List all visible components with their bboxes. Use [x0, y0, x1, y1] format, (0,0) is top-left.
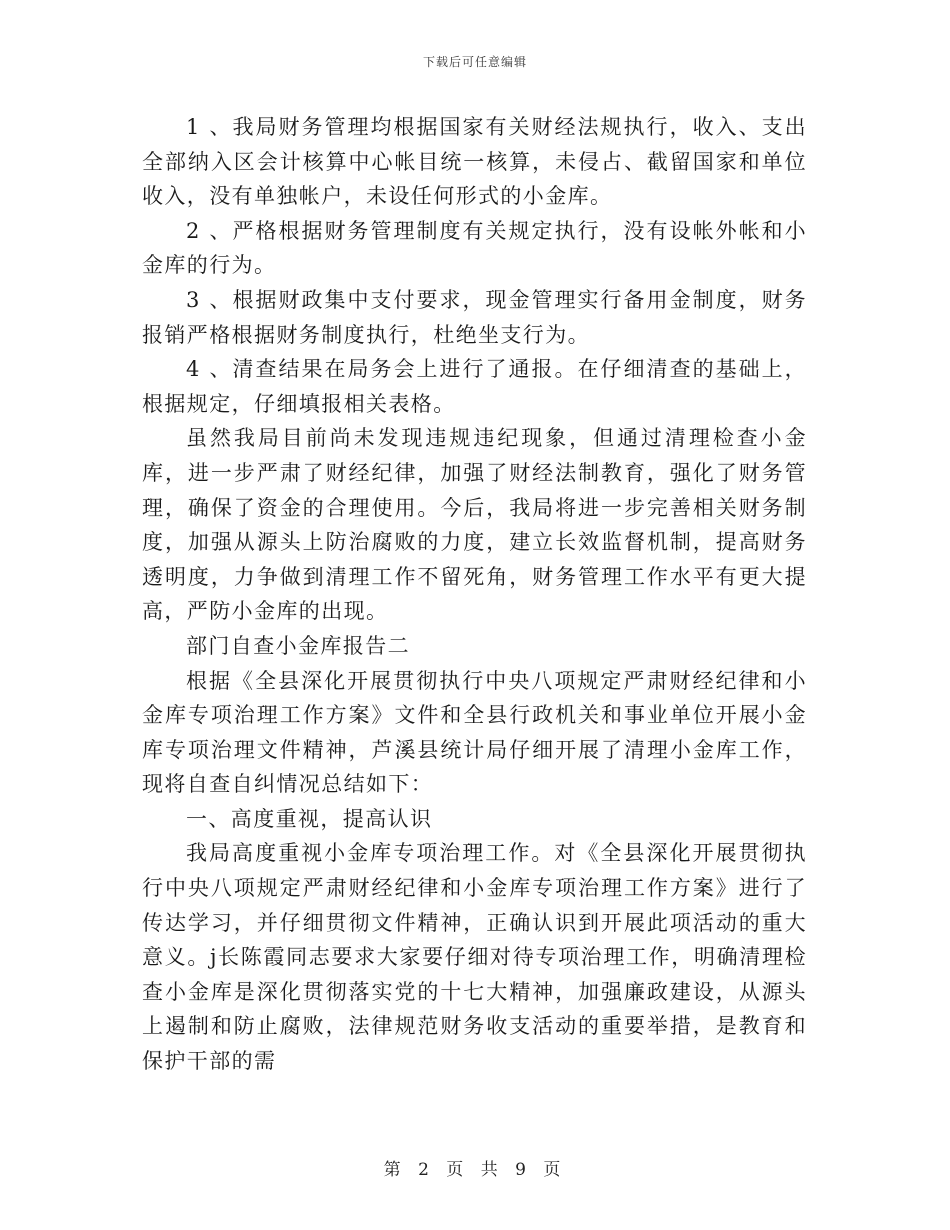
document-body — [142, 110, 807, 1079]
paragraph-2: 2 、严格根据财务管理制度有关规定执行，没有设帐外帐和小金库的行为。 — [142, 218, 807, 278]
paragraph-4: 4 、清查结果在局务会上进行了通报。在仔细清查的基础上，根据规定，仔细填报相关表格。 — [142, 357, 807, 416]
page-header-note: 下载后可任意编辑 — [422, 55, 527, 69]
paragraph-5: 虽然我局目前尚未发现违规违纪现象，但通过清理检查小金库，进一步严肃了财经纪律，加强了财经法制教育，强化了财务管理，确保了资金的合理使用。今后，我局将进一步完善相关财务制度，加强从源头上防治腐败的力度，建立长效监督机制，提高财务透明度，力争做到清理工作不留死角，财务管理工作水平有更大提高，严防小金库的出现。 — [142, 426, 807, 624]
section-heading-report-2: 部门自查小金库报告二 — [186, 633, 410, 658]
paragraph-7: 根据《全县深化开展贯彻执行中央八项规定严肃财经纪律和小金库专项治理工作方案》文件和全县行政机关和事业单位开展小金库专项治理文件精神，芦溪县统计局仔细开展了清理小金库工作，现将自查自纠情况总结如下： — [142, 668, 807, 797]
section-heading-1: 一、高度重视，提高认识 — [186, 806, 433, 831]
paragraph-1: 1 、我局财务管理均根据国家有关财经法规执行，收入、支出全部纳入区会计核算中心帐目统一核算，未侵占、截留国家和单位收入，没有单独帐户，未设任何形式的小金库。 — [142, 115, 807, 209]
paragraph-9: 我局高度重视小金库专项治理工作。对《全县深化开展贯彻执行中央八项规定严肃财经纪律和小金库专项治理工作方案》进行了传达学习，并仔细贯彻文件精神，正确认识到开展此项活动的重大意义。j长陈霞同志要求大家要仔细对待专项治理工作，明确清理检查小金库是深化贯彻落实党的十七大精神，加强廉政建设，从源头上遏制和防止腐败，法律规范财务收支活动的重要举措，是教育和保护干部的需 — [142, 841, 807, 1074]
paragraph-3: 3 、根据财政集中支付要求，现金管理实行备用金制度，财务报销严格根据财务制度执行，杜绝坐支行为。 — [142, 287, 807, 347]
page-number: 第 2 页 共 9 页 — [383, 1160, 567, 1180]
